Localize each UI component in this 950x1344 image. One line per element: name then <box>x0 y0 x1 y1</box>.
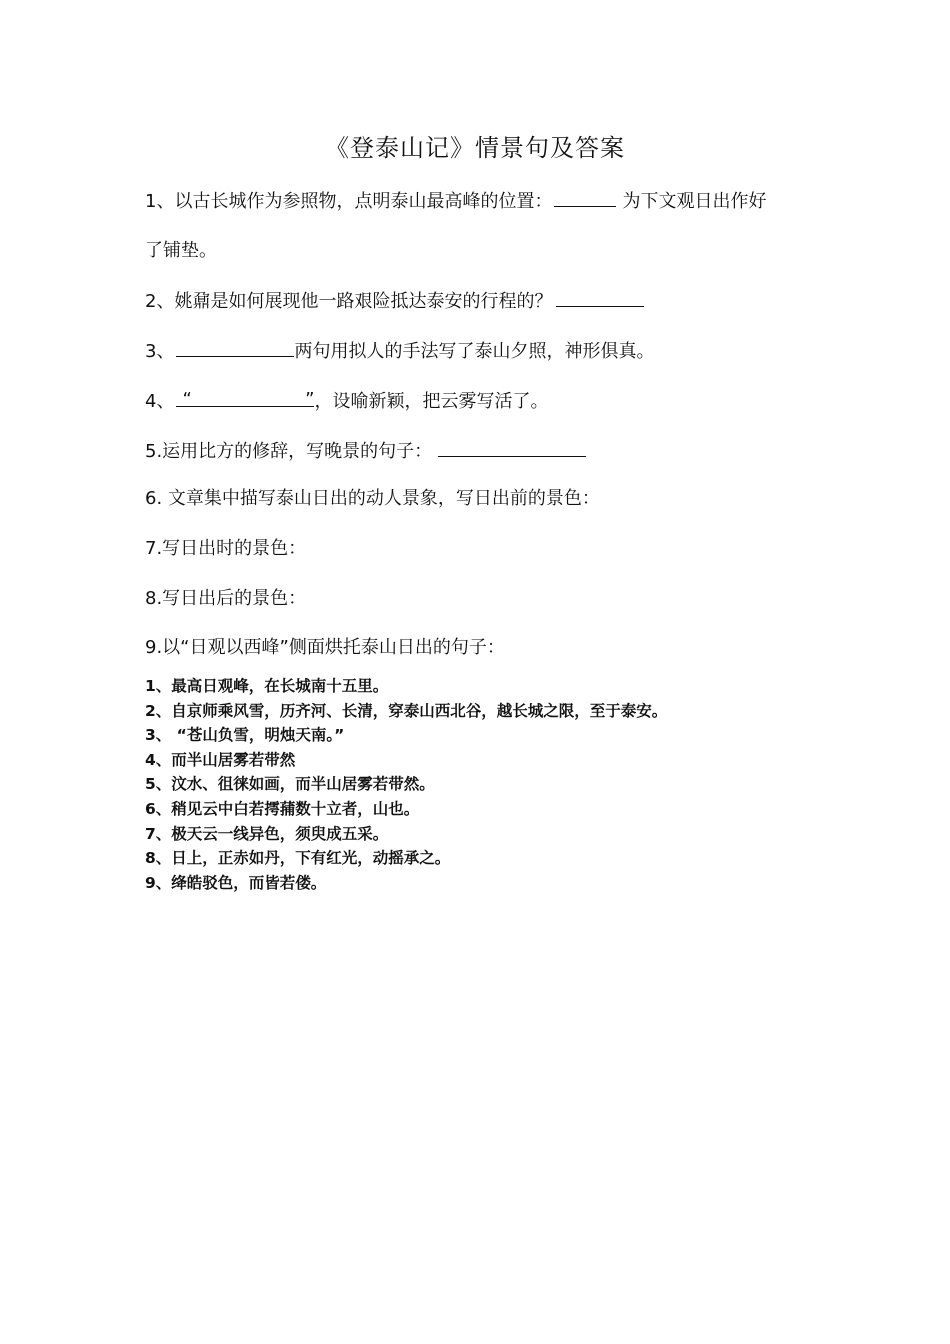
question-5 <box>145 437 586 465</box>
question-6: 6. 文章集中描写泰山日出的动人景象，写日出前的景色： <box>145 488 600 509</box>
document-title: 《登泰山记》情景句及答案 <box>325 134 625 162</box>
answer-1: 1、最高日观峰，在长城南十五里。 <box>145 677 389 695</box>
question-2 <box>145 287 644 315</box>
answer-6: 6、稍见云中白若摴蒱数十立者，山也。 <box>145 800 420 818</box>
question-1-continuation: 了铺垫。 <box>145 240 217 261</box>
answer-8: 8、日上，正赤如丹，下有红光，动摇承之。 <box>145 849 451 867</box>
question-1-blank <box>554 187 616 207</box>
question-7: 7.写日出时的景色： <box>145 538 307 559</box>
question-3-text: 3、 <box>145 341 175 362</box>
question-4 <box>145 387 548 415</box>
question-9: 9.以“日观以西峰”侧面烘托泰山日出的句子： <box>145 637 505 658</box>
question-4-text-after: ，设喻新颖，把云雾写活了。 <box>314 391 549 412</box>
question-1-text-after: 为下文观日出作好 <box>622 191 767 212</box>
answer-7: 7、极天云一线异色，须臾成五采。 <box>145 825 389 843</box>
answer-5: 5、汶水、徂徕如画，而半山居雾若带然。 <box>145 775 435 793</box>
question-2-text: 2、姚鼐是如何展现他一路艰险抵达泰安的行程的？ <box>145 291 553 312</box>
question-4-open-quote: “ <box>182 389 192 410</box>
answer-2: 2、自京师乘风雪，历齐河、长清，穿泰山西北谷，越长城之限，至于泰安。 <box>145 702 668 720</box>
question-5-blank <box>438 437 586 457</box>
answer-3: 3、 “苍山负雪，明烛天南。” <box>145 726 345 744</box>
question-4-blank <box>176 387 315 410</box>
question-3-text-after: 两句用拟人的手法写了泰山夕照，神形俱真。 <box>294 341 655 362</box>
question-2-blank <box>556 287 644 307</box>
question-3 <box>145 337 654 365</box>
question-4-close-quote: ” <box>305 389 315 410</box>
question-1-text: 1、以古长城作为参照物，点明泰山最高峰的位置： <box>145 191 553 212</box>
question-3-blank <box>176 337 294 357</box>
question-1 <box>145 187 766 215</box>
question-8: 8.写日出后的景色： <box>145 588 307 609</box>
question-4-text: 4、 <box>145 391 175 412</box>
answer-4: 4、而半山居雾若带然 <box>145 751 296 769</box>
answer-9: 9、绛皓驳色，而皆若偻。 <box>145 874 327 892</box>
question-5-text: 5.运用比方的修辞，写晚景的句子： <box>145 441 433 462</box>
